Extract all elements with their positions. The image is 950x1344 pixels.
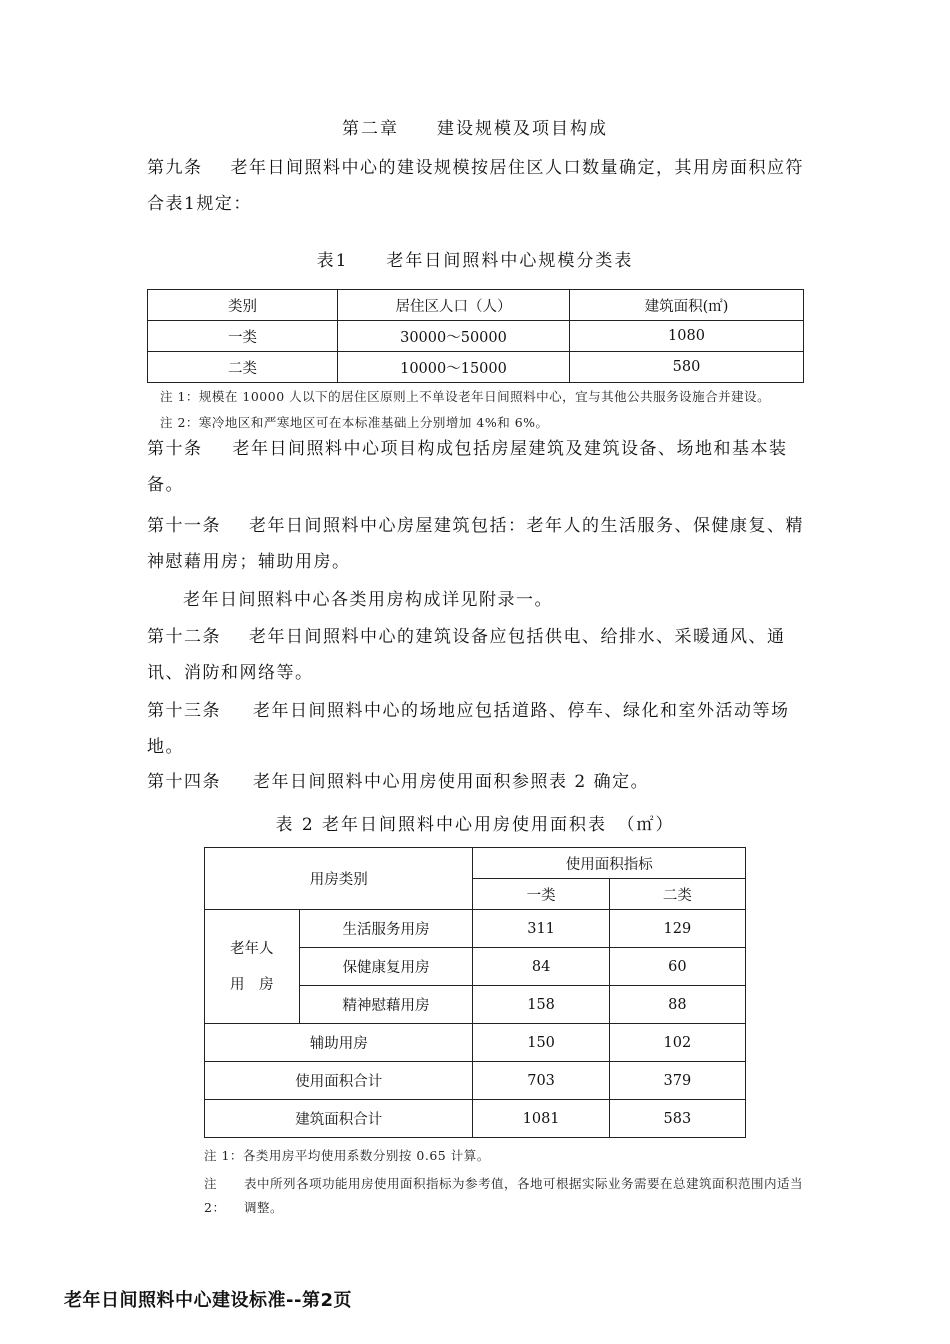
table2-header-class1: 一类 bbox=[473, 879, 609, 910]
table2-cell: 158 bbox=[473, 986, 609, 1024]
table2-cell: 311 bbox=[473, 910, 609, 948]
table2-note-2 bbox=[204, 1172, 808, 1220]
table1-header-row bbox=[148, 290, 804, 321]
article-14 bbox=[147, 764, 807, 800]
table2-cell: 1081 bbox=[473, 1100, 609, 1138]
article-9-head: 第九条 bbox=[147, 158, 203, 178]
article-14-text: 老年日间照料中心用房使用面积参照表 2 确定。 bbox=[253, 772, 650, 792]
article-10-text: 老年日间照料中心项目构成包括房屋建筑及建筑设备、场地和基本装备。 bbox=[147, 439, 788, 495]
table2-row-label: 使用面积合计 bbox=[205, 1062, 473, 1100]
table2-header-index: 使用面积指标 bbox=[473, 848, 746, 879]
table1-note-2: 注 2：寒冷地区和严寒地区可在本标准基础上分别增加 4%和 6%。 bbox=[160, 415, 549, 430]
article-13-head: 第十三条 bbox=[147, 701, 221, 721]
page-footer: 老年日间照料中心建设标准--第2页 bbox=[64, 1290, 352, 1311]
table2-row-label: 辅助用房 bbox=[205, 1024, 473, 1062]
table2 bbox=[204, 847, 746, 1138]
table2-cell: 88 bbox=[609, 986, 745, 1024]
table1-cell: 10000～15000 bbox=[338, 352, 570, 383]
table2-cell: 379 bbox=[609, 1062, 745, 1100]
article-11-text: 老年日间照料中心房屋建筑包括：老年人的生活服务、保健康复、精神慰藉用房；辅助用房。 bbox=[147, 516, 804, 572]
table2-group-line2: 用 房 bbox=[230, 976, 274, 993]
table2-row-label: 建筑面积合计 bbox=[205, 1100, 473, 1138]
table2-group-elderly bbox=[205, 910, 300, 1024]
table2-row-label: 精神慰藉用房 bbox=[299, 986, 473, 1024]
table2-cell: 583 bbox=[609, 1100, 745, 1138]
article-10-head: 第十条 bbox=[147, 439, 203, 459]
article-13-text: 老年日间照料中心的场地应包括道路、停车、绿化和室外活动等场地。 bbox=[147, 701, 790, 757]
table-row bbox=[205, 1024, 746, 1062]
table-row bbox=[148, 352, 804, 383]
table1-cell: 一类 bbox=[148, 321, 338, 352]
table2-cell: 129 bbox=[609, 910, 745, 948]
table2-group-line1: 老年人 bbox=[230, 940, 274, 957]
table1-cell: 580 bbox=[570, 352, 804, 383]
table2-note-2-head: 注 2： bbox=[204, 1176, 231, 1215]
table2-row-label: 保健康复用房 bbox=[299, 948, 473, 986]
article-10 bbox=[147, 431, 807, 503]
table1-header-population: 居住区人口（人） bbox=[338, 290, 570, 321]
table1-cell: 二类 bbox=[148, 352, 338, 383]
table2-row-label: 生活服务用房 bbox=[299, 910, 473, 948]
table1-note-1: 注 1：规模在 10000 人以下的居住区原则上不单设老年日间照料中心，宜与其他公共服务设施合并建设。 bbox=[160, 389, 771, 404]
article-9-text: 老年日间照料中心的建设规模按居住区人口数量确定，其用房面积应符合表1规定： bbox=[147, 158, 804, 214]
table2-header-room: 用房类别 bbox=[205, 848, 473, 910]
article-13 bbox=[147, 693, 807, 765]
article-12 bbox=[147, 619, 807, 691]
article-12-head: 第十二条 bbox=[147, 627, 221, 647]
table2-header-class2: 二类 bbox=[609, 879, 745, 910]
article-11-head: 第十一条 bbox=[147, 516, 221, 536]
article-12-text: 老年日间照料中心的建筑设备应包括供电、给排水、采暖通风、通讯、消防和网络等。 bbox=[147, 627, 786, 683]
table2-cell: 84 bbox=[473, 948, 609, 986]
article-9 bbox=[147, 150, 807, 222]
table2-cell: 60 bbox=[609, 948, 745, 986]
table1-cell: 1080 bbox=[570, 321, 804, 352]
table2-cell: 150 bbox=[473, 1024, 609, 1062]
article-11 bbox=[147, 508, 807, 580]
table2-note-1: 注 1：各类用房平均使用系数分别按 0.65 计算。 bbox=[204, 1148, 490, 1163]
table2-note-2-text: 表中所列各项功能用房使用面积指标为参考值，各地可根据实际业务需要在总建筑面积范围内适当调整。 bbox=[244, 1176, 804, 1215]
table1-header-category: 类别 bbox=[148, 290, 338, 321]
table-row bbox=[148, 321, 804, 352]
table-row bbox=[205, 1100, 746, 1138]
table1-cell: 30000～50000 bbox=[338, 321, 570, 352]
article-14-head: 第十四条 bbox=[147, 772, 221, 792]
table2-cell: 102 bbox=[609, 1024, 745, 1062]
table-row bbox=[205, 1062, 746, 1100]
table2-cell: 703 bbox=[473, 1062, 609, 1100]
table2-caption: 表 2 老年日间照料中心用房使用面积表 （㎡） bbox=[275, 815, 675, 835]
table1 bbox=[147, 289, 804, 383]
table1-header-area: 建筑面积(㎡) bbox=[570, 290, 804, 321]
table1-caption: 表1 老年日间照料中心规模分类表 bbox=[316, 251, 634, 271]
table-row bbox=[205, 910, 746, 948]
chapter-title: 第二章 建设规模及项目构成 bbox=[342, 119, 608, 139]
article-11-extra: 老年日间照料中心各类用房构成详见附录一。 bbox=[183, 590, 553, 610]
table2-header-row bbox=[205, 848, 746, 879]
